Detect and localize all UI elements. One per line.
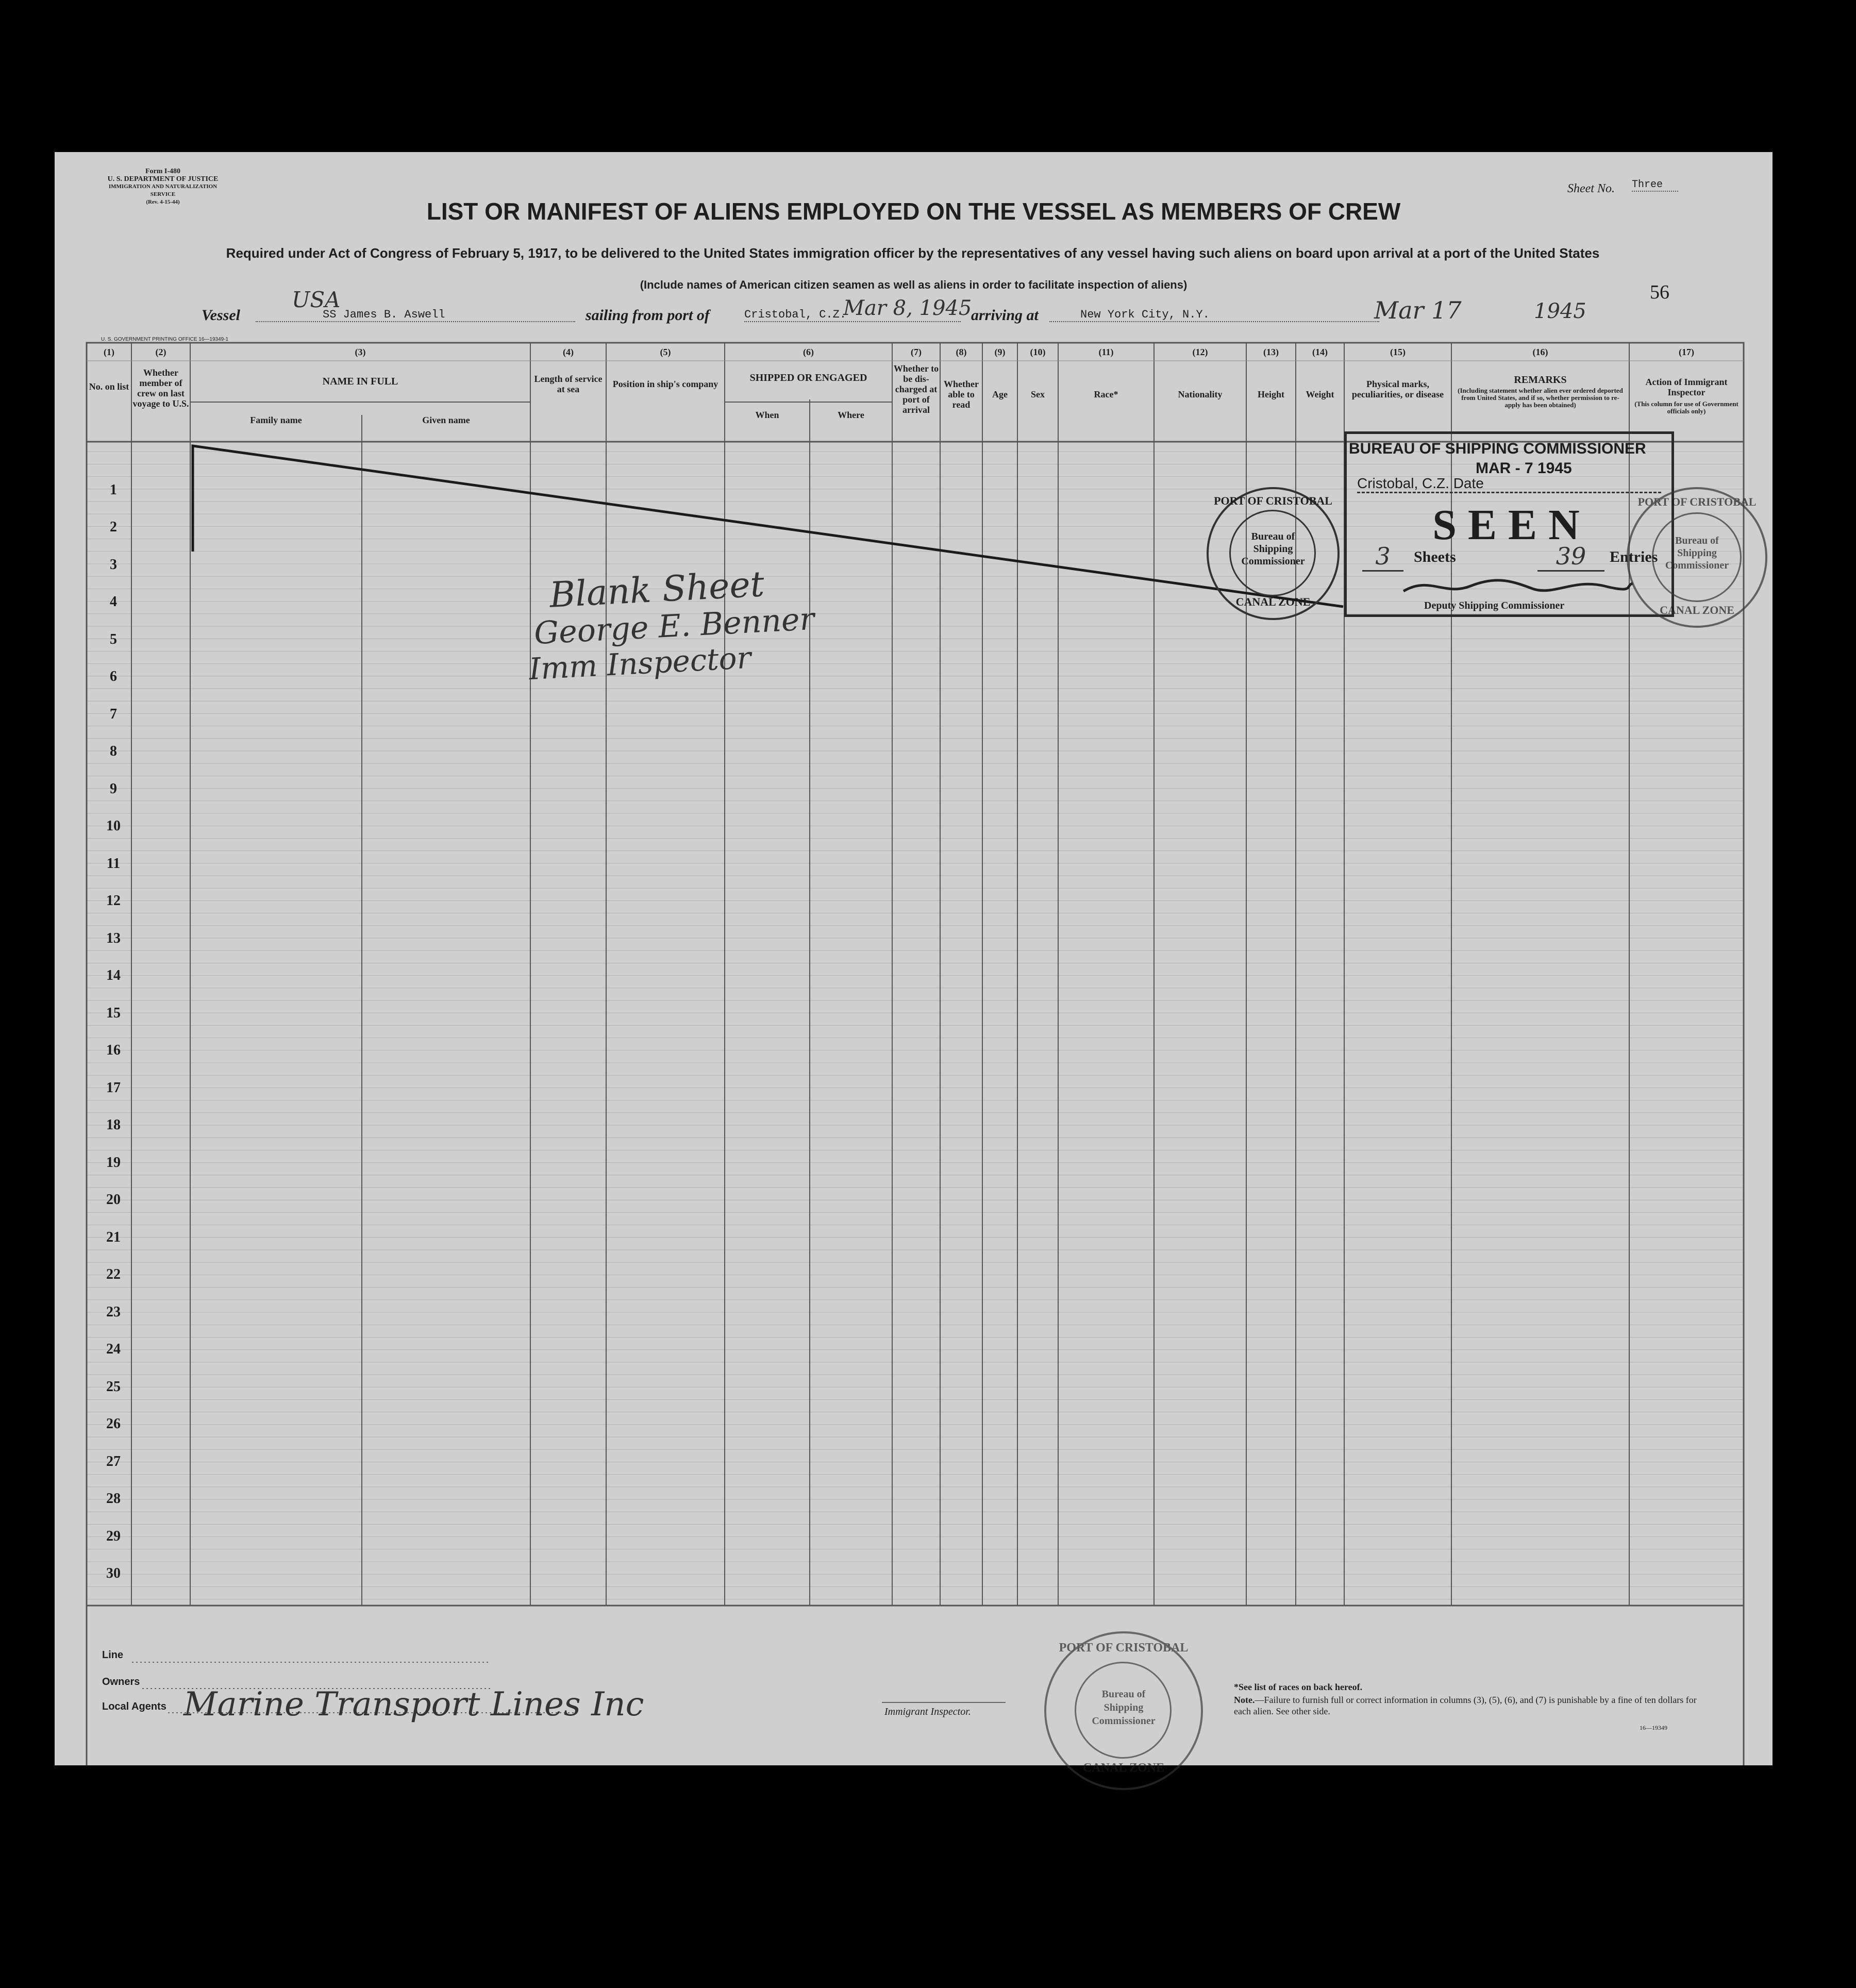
row-number: 22 — [106, 1266, 121, 1282]
row-number: 9 — [110, 781, 117, 797]
column-number: (7) — [911, 347, 922, 357]
column-header: No. on list — [89, 381, 129, 392]
row-number: 30 — [106, 1565, 121, 1581]
column-number: (17) — [1679, 347, 1694, 357]
column-number: (11) — [1098, 347, 1114, 357]
row-number: 15 — [106, 1005, 121, 1021]
seal-outer-bottom: CANAL ZONE — [1082, 1761, 1165, 1775]
canal-zone-seal — [1207, 487, 1340, 620]
column-number: (10) — [1030, 347, 1046, 357]
seal-line: Shipping — [1253, 543, 1293, 555]
seal-line: Bureau of — [1101, 1689, 1146, 1700]
form-subtitle: Required under Act of Congress of February 5, 1917, to be delivered to the United States immigration officer by the representatives of any vessel having such aliens on board upon arrival at a port of the United States — [226, 245, 1600, 261]
seal-line: Shipping — [1677, 547, 1717, 559]
column-subheader: When — [755, 410, 779, 420]
column-header: Race* — [1094, 389, 1118, 399]
seal-outer-top: PORT OF CRISTOBAL — [1214, 494, 1332, 507]
column-header: Position in ship's company — [612, 379, 718, 389]
column-number: (1) — [104, 347, 114, 357]
vessel-label: Vessel — [202, 307, 240, 324]
seal-outer-bottom: CANAL ZONE — [1235, 595, 1311, 608]
seen-stamp-entries-count: 39 — [1537, 542, 1604, 572]
form-note: (Include names of American citizen seamen as well as aliens in order to facilitate inspection of aliens) — [640, 278, 1188, 291]
sheet-number-label: Sheet No. — [1567, 182, 1615, 195]
arriving-year: 1945 — [1534, 299, 1586, 323]
column-header: Height — [1258, 389, 1284, 399]
row-number: 16 — [106, 1042, 121, 1058]
column-number: (13) — [1263, 347, 1279, 357]
column-header: Length of service at sea — [534, 374, 603, 394]
seen-stamp-signer: Deputy Shipping Commissioner — [1424, 600, 1565, 611]
column-number: (15) — [1390, 347, 1406, 357]
row-number: 20 — [106, 1192, 121, 1208]
row-number: 28 — [106, 1491, 121, 1507]
column-number: (12) — [1192, 347, 1208, 357]
footer-owners-label: Owners — [102, 1676, 140, 1688]
seen-stamp-signature — [1398, 571, 1635, 602]
sailing-label: sailing from port of — [586, 307, 710, 324]
column-header: Physical marks, peculiarities, or disease — [1351, 379, 1444, 399]
footer-note — [1234, 1694, 1698, 1717]
handwritten-blank-sheet: Blank Sheet — [548, 564, 765, 616]
seal-outer-top: PORT OF CRISTOBAL — [1059, 1641, 1189, 1655]
seen-stamp-date: MAR - 7 1945 — [1476, 460, 1572, 477]
seal-center — [1629, 534, 1765, 572]
row-number: 10 — [106, 818, 121, 834]
seal-line: Commissioner — [1665, 560, 1729, 571]
row-number: 3 — [110, 557, 117, 573]
footer-agents-label: Local Agents — [102, 1701, 166, 1712]
row-number: 24 — [106, 1341, 121, 1357]
seen-stamp-sheets-count: 3 — [1362, 542, 1403, 572]
row-number: 13 — [106, 930, 121, 946]
column-header-note: (This column for use of Government officials only) — [1634, 400, 1738, 415]
handwritten-inspector-name: George E. Benner — [533, 600, 815, 652]
column-header-note: (Including statement whether alien ever ordered deported from United States, and if so, whether permission to re-apply has been obtained) — [1458, 387, 1623, 409]
seal-center — [1209, 530, 1337, 567]
handwritten-inspector-title: Imm Inspector — [528, 640, 752, 687]
seal-line: Bureau of — [1251, 531, 1295, 542]
column-header: REMARKS — [1514, 374, 1567, 386]
row-number: 5 — [110, 631, 117, 647]
column-number: (4) — [563, 347, 574, 357]
form-number: Form I-480 — [145, 168, 181, 175]
column-header: Whether member of crew on last voyage to U.S. — [132, 367, 189, 409]
row-number: 2 — [110, 519, 117, 535]
column-subheader: Family name — [250, 415, 302, 425]
row-number: 7 — [110, 706, 117, 722]
seen-stamp-seen: SEEN — [1432, 501, 1591, 549]
row-number: 4 — [110, 594, 117, 610]
seen-stamp-header: BUREAU OF SHIPPING COMMISSIONER — [1349, 440, 1646, 457]
row-number: 18 — [106, 1117, 121, 1133]
seal-center — [1046, 1688, 1201, 1728]
row-number: 14 — [106, 967, 121, 983]
column-number: (16) — [1532, 347, 1548, 357]
seen-stamp-place: Cristobal, C.Z. Date — [1357, 475, 1661, 493]
column-header: NAME IN FULL — [322, 376, 398, 387]
column-header: Nationality — [1178, 389, 1223, 399]
row-number: 1 — [110, 482, 117, 498]
column-header: Sex — [1031, 389, 1045, 399]
page-title: LIST OR MANIFEST OF ALIENS EMPLOYED ON THE VESSEL AS MEMBERS OF CREW — [426, 198, 1401, 225]
row-number: 26 — [106, 1416, 121, 1432]
column-header: SHIPPED OR ENGAGED — [749, 372, 867, 383]
footer-race-note: *See list of races on back hereof. — [1234, 1682, 1363, 1692]
sailing-port: Cristobal, C.Z. — [744, 308, 961, 322]
seen-stamp-sheets-label: Sheets — [1414, 548, 1456, 565]
footer-line-label: Line — [102, 1649, 124, 1661]
form-department: U. S. DEPARTMENT OF JUSTICE — [107, 175, 219, 183]
column-number: (8) — [956, 347, 967, 357]
sailing-date: Mar 8, 1945 — [843, 296, 972, 320]
form-service: IMMIGRATION AND NATURALIZATION SERVICE — [108, 183, 218, 197]
footer-code: 16—19349 — [1640, 1724, 1667, 1731]
row-number: 23 — [106, 1304, 121, 1320]
column-number: (9) — [994, 347, 1006, 357]
column-number: (3) — [355, 347, 366, 357]
arriving-date: Mar 17 — [1374, 296, 1462, 324]
page-number: 56 — [1650, 281, 1669, 303]
column-number: (6) — [803, 347, 814, 357]
seen-stamp-entries-label: Entries — [1610, 548, 1658, 565]
row-number: 8 — [110, 743, 117, 759]
arriving-port: New York City, N.Y. — [1049, 308, 1379, 322]
printing-office-mark: U. S. GOVERNMENT PRINTING OFFICE 16—19349-1 — [101, 337, 229, 342]
canal-zone-seal-bottom — [1044, 1631, 1203, 1790]
sheet-number-value: Three — [1632, 179, 1678, 192]
seal-line: Shipping — [1103, 1702, 1144, 1713]
footer-note-text: —Failure to furnish full or correct information in columns (3), (5), (6), and (7) is punishable by a fine of ten dollars for each alien. See other side. — [1234, 1695, 1697, 1716]
seal-line: Bureau of — [1675, 535, 1719, 546]
column-header: Whether able to read — [944, 379, 979, 410]
row-number: 17 — [106, 1080, 121, 1096]
column-number: (14) — [1312, 347, 1328, 357]
row-number: 11 — [106, 856, 121, 872]
row-number: 19 — [106, 1155, 121, 1171]
column-header: Age — [992, 389, 1008, 399]
row-number: 29 — [106, 1528, 121, 1544]
column-subheader: Given name — [422, 415, 470, 425]
arriving-label: arriving at — [971, 307, 1039, 324]
manifest-sheet — [55, 152, 1773, 1775]
row-number: 25 — [106, 1379, 121, 1395]
seal-line: Commissioner — [1241, 556, 1305, 567]
footer-inspector-label: Immigrant Inspector. — [884, 1706, 971, 1717]
seal-line: Commissioner — [1092, 1715, 1156, 1727]
column-subheader: Where — [838, 410, 864, 420]
column-header: Weight — [1306, 389, 1334, 399]
vessel-name: SS James B. Aswell — [256, 308, 575, 322]
vessel-handwritten: USA — [292, 287, 341, 312]
column-number: (2) — [155, 347, 166, 357]
footer-note-label: Note. — [1234, 1695, 1255, 1705]
seal-outer-bottom: CANAL ZONE — [1660, 604, 1734, 616]
seen-stamp — [1344, 431, 1674, 617]
column-number: (5) — [660, 347, 671, 357]
canal-zone-seal — [1627, 487, 1767, 628]
form-revision: (Rev. 4-15-44) — [146, 199, 180, 205]
column-header: Action of Immigrant Inspector — [1645, 377, 1728, 397]
row-number: 21 — [106, 1229, 121, 1245]
seal-outer-top: PORT OF CRISTOBAL — [1637, 495, 1757, 508]
row-number: 6 — [110, 669, 117, 684]
column-header: Whether to be dis-charged at port of arrival — [893, 363, 939, 415]
row-number: 27 — [106, 1454, 121, 1469]
row-number: 12 — [106, 893, 121, 909]
footer-agents-value: Marine Transport Lines Inc — [183, 1685, 644, 1724]
